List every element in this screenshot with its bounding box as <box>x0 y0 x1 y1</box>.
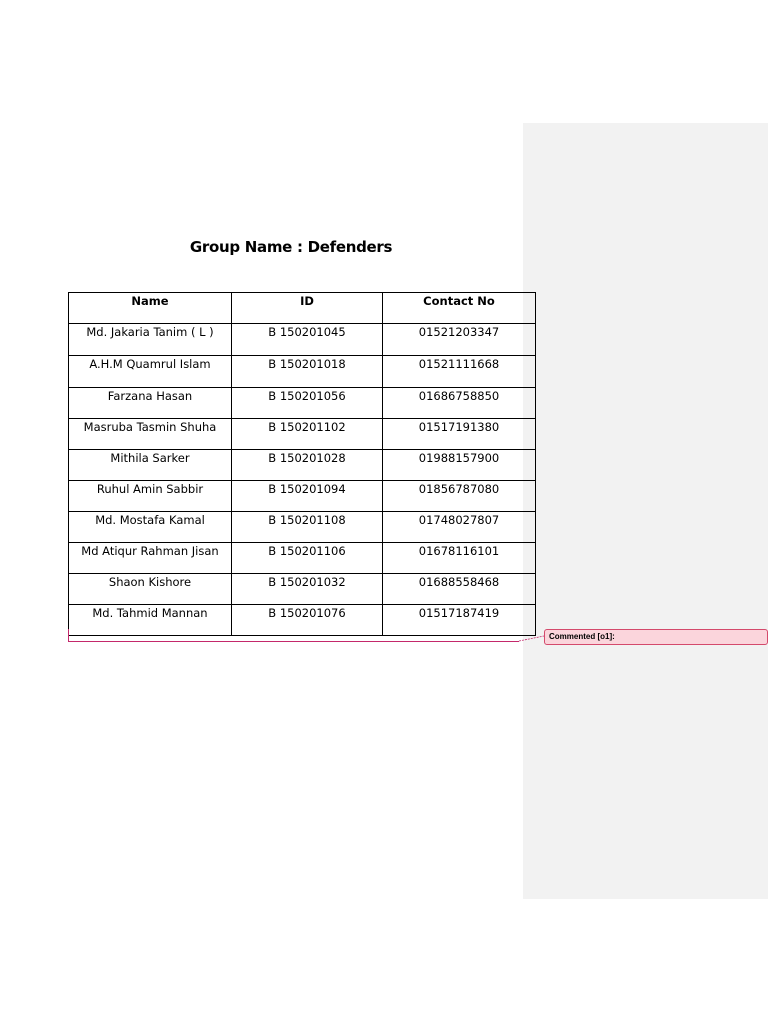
table-row <box>69 324 536 356</box>
cell-id: B 150201028 <box>232 450 383 481</box>
cell-contact: 01748027807 <box>383 512 536 543</box>
table-row <box>69 481 536 512</box>
column-header-contact: Contact No <box>383 293 536 324</box>
cell-contact: 01517187419 <box>383 605 536 636</box>
cell-contact: 01521203347 <box>383 324 536 356</box>
cell-id: B 150201032 <box>232 574 383 605</box>
cell-name: Md. Jakaria Tanim ( L ) <box>69 324 232 356</box>
comment-balloon[interactable] <box>544 629 768 645</box>
table-header-row <box>69 293 536 324</box>
table-row <box>69 512 536 543</box>
comment-pane <box>523 123 768 899</box>
comment-label: Commented [o1]: <box>549 632 615 641</box>
cell-id: B 150201094 <box>232 481 383 512</box>
cell-name: Ruhul Amin Sabbir <box>69 481 232 512</box>
members-table <box>68 292 536 636</box>
table-row <box>69 419 536 450</box>
cell-id: B 150201056 <box>232 388 383 419</box>
table-row <box>69 605 536 636</box>
column-header-id: ID <box>232 293 383 324</box>
cell-name: Md. Tahmid Mannan <box>69 605 232 636</box>
cell-contact: 01688558468 <box>383 574 536 605</box>
cell-contact: 01988157900 <box>383 450 536 481</box>
cell-name: Md. Mostafa Kamal <box>69 512 232 543</box>
cell-name: Md Atiqur Rahman Jisan <box>69 543 232 574</box>
table-row <box>69 356 536 388</box>
cell-contact: 01517191380 <box>383 419 536 450</box>
cell-name: Farzana Hasan <box>69 388 232 419</box>
table-row <box>69 574 536 605</box>
cell-name: Masruba Tasmin Shuha <box>69 419 232 450</box>
cell-name: A.H.M Quamrul Islam <box>69 356 232 388</box>
page-title: Group Name : Defenders <box>189 238 393 256</box>
cell-id: B 150201018 <box>232 356 383 388</box>
cell-name: Mithila Sarker <box>69 450 232 481</box>
table-row <box>69 543 536 574</box>
column-header-name: Name <box>69 293 232 324</box>
cell-contact: 01686758850 <box>383 388 536 419</box>
cell-id: B 150201106 <box>232 543 383 574</box>
cell-contact: 01678116101 <box>383 543 536 574</box>
cell-id: B 150201102 <box>232 419 383 450</box>
cell-contact: 01856787080 <box>383 481 536 512</box>
table-row <box>69 450 536 481</box>
comment-anchor-underline <box>68 641 519 642</box>
cell-name: Shaon Kishore <box>69 574 232 605</box>
table-row <box>69 388 536 419</box>
cell-id: B 150201076 <box>232 605 383 636</box>
cell-contact: 01521111668 <box>383 356 536 388</box>
cell-id: B 150201108 <box>232 512 383 543</box>
cell-id: B 150201045 <box>232 324 383 356</box>
